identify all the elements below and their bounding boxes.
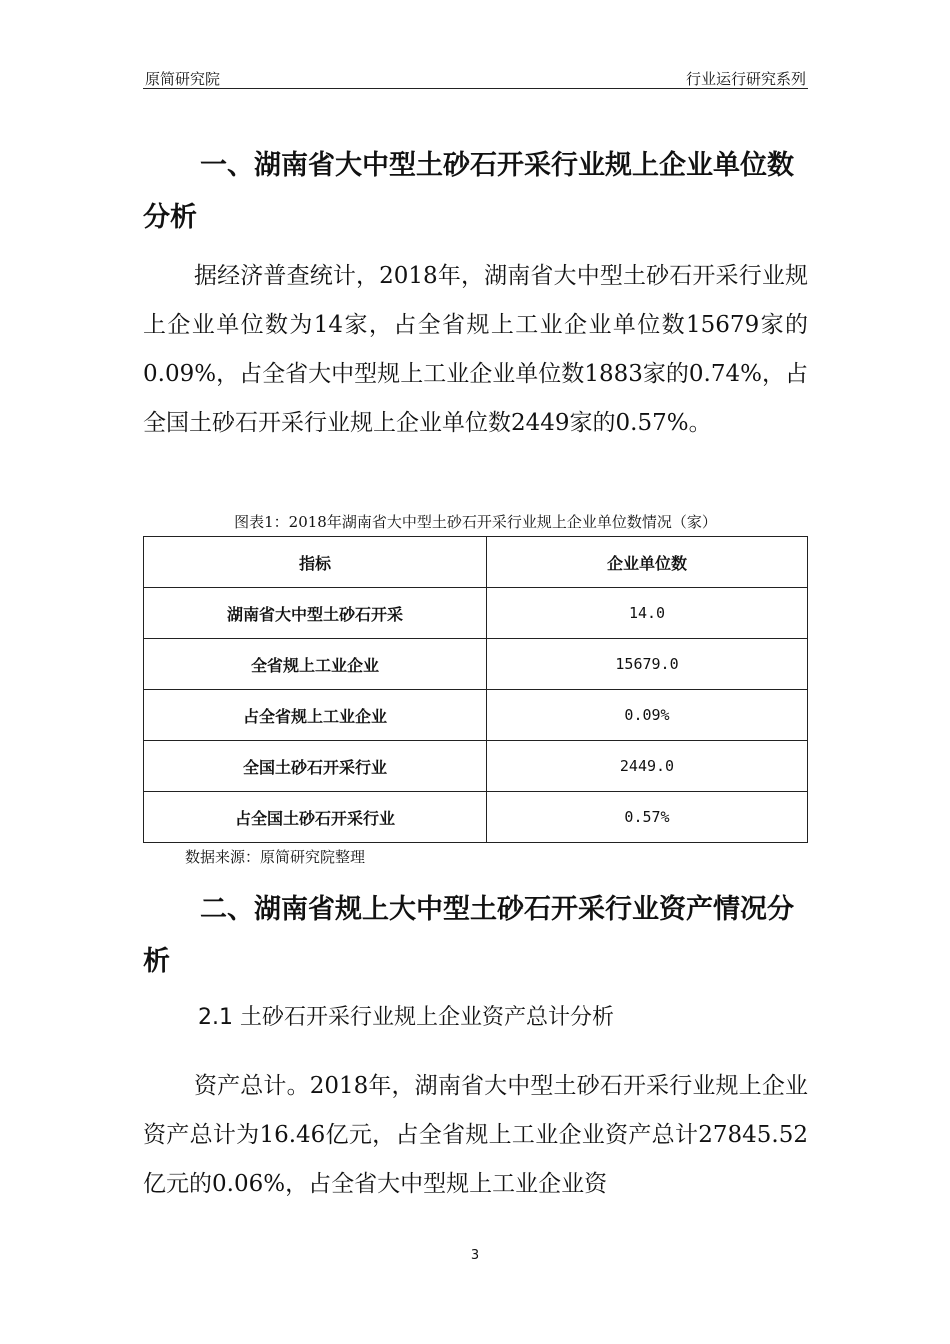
enterprise-count-table — [143, 536, 808, 843]
table-header-count: 企业单位数 — [487, 537, 808, 588]
row-label: 占全国土砂石开采行业 — [144, 792, 487, 843]
section2-paragraph: 资产总计。2018年，湖南省大中型土砂石开采行业规上企业资产总计为16.46亿元，占全省规上工业企业资产总计27845.52亿元的0.06%，占全省大中型规上工业企业资 — [143, 1073, 808, 1197]
table-row — [144, 792, 808, 843]
row-value: 0.57% — [487, 792, 808, 843]
table-caption: 图表1：2018年湖南省大中型土砂石开采行业规上企业单位数情况（家） — [234, 513, 717, 531]
table-row — [144, 639, 808, 690]
section2-heading: 二、湖南省规上大中型土砂石开采行业资产情况分析 — [143, 894, 794, 977]
header-series: 行业运行研究系列 — [685, 70, 806, 88]
table-row — [144, 588, 808, 639]
section1-heading: 一、湖南省大中型土砂石开采行业规上企业单位数分析 — [143, 150, 794, 233]
row-value: 14.0 — [487, 588, 808, 639]
page-number: 3 — [470, 1248, 480, 1263]
table-header-row — [144, 537, 808, 588]
row-value: 0.09% — [487, 690, 808, 741]
table-source: 数据来源：原简研究院整理 — [185, 848, 366, 866]
table-row — [144, 741, 808, 792]
header-org: 原简研究院 — [145, 70, 221, 88]
section1-paragraph: 据经济普查统计，2018年，湖南省大中型土砂石开采行业规上企业单位数为14家，占全省规上工业企业单位数15679家的0.09%，占全省大中型规上工业企业单位数1883家的0.74%，占全国土砂石开采行业规上企业单位数2449家的0.57%。 — [143, 263, 808, 436]
row-label: 全省规上工业企业 — [144, 639, 487, 690]
section2-subheading: 2.1 土砂石开采行业规上企业资产总计分析 — [198, 1005, 614, 1030]
table-row — [144, 690, 808, 741]
row-label: 湖南省大中型土砂石开采 — [144, 588, 487, 639]
row-value: 15679.0 — [487, 639, 808, 690]
row-label: 占全省规上工业企业 — [144, 690, 487, 741]
row-value: 2449.0 — [487, 741, 808, 792]
page-header — [143, 58, 808, 89]
row-label: 全国土砂石开采行业 — [144, 741, 487, 792]
table-header-indicator: 指标 — [144, 537, 487, 588]
